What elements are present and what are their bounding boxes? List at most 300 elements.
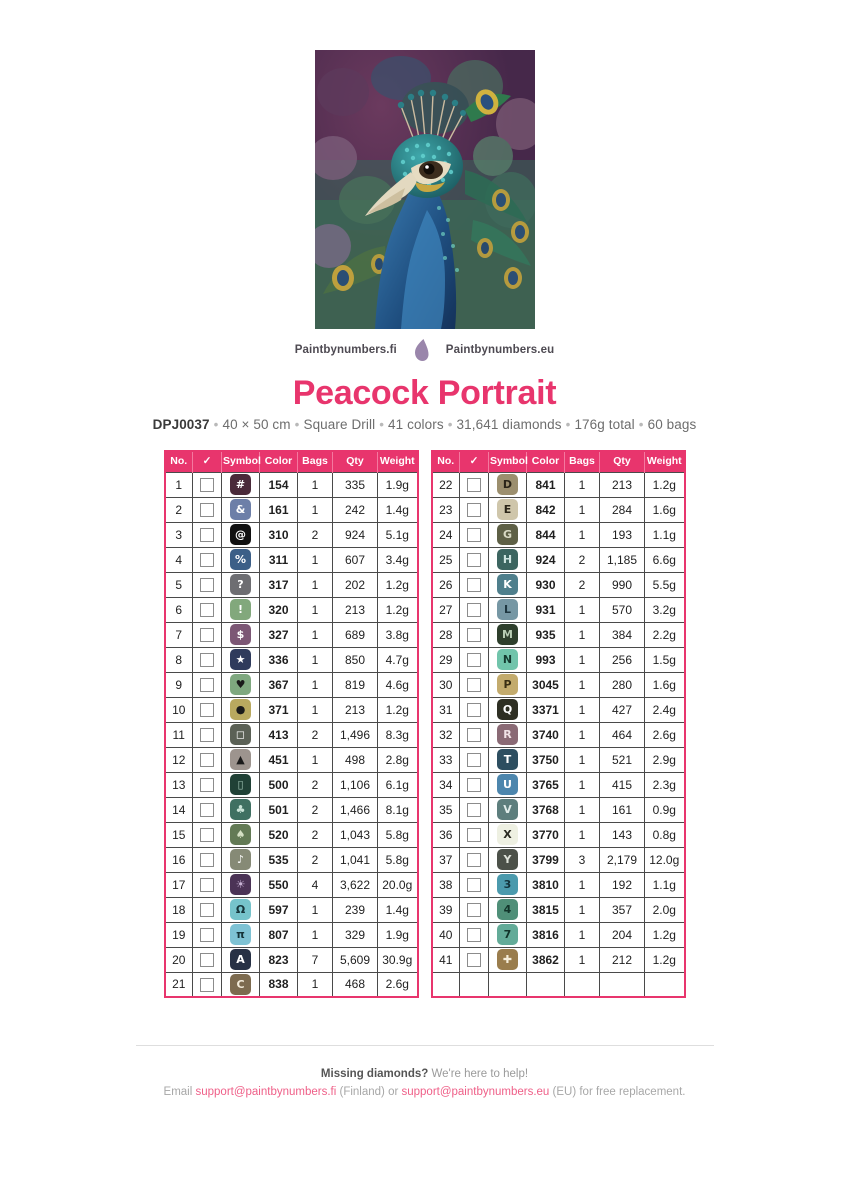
cell-bags: 2 (298, 847, 333, 872)
color-swatch-icon: 4 (497, 899, 518, 920)
cell-bags: 1 (565, 872, 600, 897)
cell-checkbox[interactable] (460, 722, 489, 747)
cell-qty: 3,622 (333, 872, 378, 897)
color-swatch-icon: ✚ (497, 949, 518, 970)
table-row (432, 872, 685, 897)
table-row (165, 547, 418, 572)
cell-symbol (222, 797, 260, 822)
row-checkbox[interactable] (200, 603, 214, 617)
cell-bags: 1 (565, 497, 600, 522)
cell-checkbox[interactable] (460, 697, 489, 722)
cell-qty: 1,043 (333, 822, 378, 847)
cell-color: 842 (527, 497, 565, 522)
cell-qty: 193 (600, 522, 645, 547)
table-row (165, 472, 418, 497)
row-checkbox[interactable] (467, 928, 481, 942)
row-checkbox[interactable] (200, 478, 214, 492)
support-email-fi-link[interactable]: support@paintbynumbers.fi (195, 1086, 337, 1098)
color-swatch-icon: C (230, 974, 251, 995)
row-checkbox[interactable] (467, 828, 481, 842)
cell-bags: 1 (298, 747, 333, 772)
cell-color: 3862 (527, 947, 565, 972)
row-checkbox[interactable] (467, 903, 481, 917)
cell-checkbox[interactable] (460, 822, 489, 847)
cell-color: 336 (260, 647, 298, 672)
cell-symbol (222, 872, 260, 897)
cell-checkbox[interactable] (193, 822, 222, 847)
cell-checkbox[interactable] (460, 672, 489, 697)
footer (0, 1068, 849, 1098)
cell-weight: 2.8g (378, 747, 418, 772)
cell-symbol (489, 772, 527, 797)
cell-symbol (222, 947, 260, 972)
cell-symbol (489, 522, 527, 547)
cell-weight: 1.2g (645, 922, 685, 947)
cell-bags: 1 (565, 597, 600, 622)
row-checkbox[interactable] (200, 878, 214, 892)
cell-weight: 2.3g (645, 772, 685, 797)
cell-qty: 498 (333, 747, 378, 772)
cell-no: 23 (432, 497, 460, 522)
cell-color: 3740 (527, 722, 565, 747)
row-checkbox[interactable] (467, 953, 481, 967)
cell-empty (600, 972, 645, 997)
row-checkbox[interactable] (200, 628, 214, 642)
cell-checkbox[interactable] (460, 772, 489, 797)
color-swatch-icon: ☀ (230, 874, 251, 895)
color-swatch-icon: N (497, 649, 518, 670)
cell-symbol (489, 847, 527, 872)
column-header-symbol: Symbol (222, 451, 260, 472)
cell-checkbox[interactable] (193, 972, 222, 997)
paint-drop-icon (413, 338, 430, 362)
table-row (432, 597, 685, 622)
cell-no: 31 (432, 697, 460, 722)
cell-no: 40 (432, 922, 460, 947)
cell-qty: 143 (600, 822, 645, 847)
color-swatch-icon: D (497, 474, 518, 495)
cell-no: 11 (165, 722, 193, 747)
row-checkbox[interactable] (200, 928, 214, 942)
cell-bags: 1 (298, 572, 333, 597)
color-swatch-icon: # (230, 474, 251, 495)
cell-color: 3765 (527, 772, 565, 797)
cell-weight: 0.9g (645, 797, 685, 822)
row-checkbox[interactable] (467, 678, 481, 692)
cell-no: 20 (165, 947, 193, 972)
cell-qty: 415 (600, 772, 645, 797)
cell-checkbox[interactable] (460, 547, 489, 572)
table-row (165, 597, 418, 622)
cell-bags: 2 (298, 772, 333, 797)
row-checkbox[interactable] (467, 728, 481, 742)
cell-bags: 1 (565, 772, 600, 797)
table-row (165, 722, 418, 747)
color-swatch-icon: ♥ (230, 674, 251, 695)
row-checkbox[interactable] (467, 703, 481, 717)
table-row (165, 572, 418, 597)
cell-color: 823 (260, 947, 298, 972)
table-row (432, 722, 685, 747)
cell-color: 320 (260, 597, 298, 622)
cell-symbol (222, 472, 260, 497)
column-header-qty: Qty (600, 451, 645, 472)
table-row (432, 472, 685, 497)
table-row (432, 747, 685, 772)
cell-checkbox[interactable] (460, 872, 489, 897)
cell-checkbox[interactable] (193, 772, 222, 797)
cell-bags: 1 (565, 797, 600, 822)
cell-weight: 5.1g (378, 522, 418, 547)
cell-symbol (222, 497, 260, 522)
footer-headline (0, 1068, 849, 1080)
cell-weight: 20.0g (378, 872, 418, 897)
color-swatch-icon: π (230, 924, 251, 945)
table-row (165, 522, 418, 547)
sku-label: DPJ0037 (152, 417, 210, 432)
cell-bags: 1 (565, 522, 600, 547)
cell-qty: 1,106 (333, 772, 378, 797)
cell-bags: 1 (565, 747, 600, 772)
cell-weight: 1.2g (378, 697, 418, 722)
cell-weight: 2.0g (645, 897, 685, 922)
cell-bags: 1 (565, 472, 600, 497)
cell-no: 36 (432, 822, 460, 847)
row-checkbox[interactable] (200, 753, 214, 767)
row-checkbox[interactable] (200, 803, 214, 817)
table-row (165, 772, 418, 797)
footer-headline-rest: We're here to help! (428, 1068, 529, 1080)
row-checkbox[interactable] (467, 603, 481, 617)
cell-no: 7 (165, 622, 193, 647)
row-checkbox[interactable] (200, 853, 214, 867)
cell-checkbox[interactable] (193, 847, 222, 872)
separator-dot: • (638, 417, 644, 432)
cell-qty: 335 (333, 472, 378, 497)
cell-bags: 1 (298, 497, 333, 522)
cell-checkbox[interactable] (460, 922, 489, 947)
cell-checkbox[interactable] (193, 797, 222, 822)
table-row (432, 847, 685, 872)
cell-color: 931 (527, 597, 565, 622)
cell-checkbox[interactable] (460, 897, 489, 922)
cell-bags: 1 (298, 897, 333, 922)
row-checkbox[interactable] (200, 703, 214, 717)
cell-bags: 2 (565, 572, 600, 597)
cell-checkbox[interactable] (460, 747, 489, 772)
table-header-row (165, 451, 418, 472)
cell-qty: 1,496 (333, 722, 378, 747)
row-checkbox[interactable] (467, 628, 481, 642)
row-checkbox[interactable] (467, 853, 481, 867)
cell-bags: 1 (298, 547, 333, 572)
cell-weight: 2.6g (378, 972, 418, 997)
cell-checkbox[interactable] (193, 897, 222, 922)
cell-checkbox[interactable] (193, 622, 222, 647)
color-swatch-icon: ▯ (230, 774, 251, 795)
row-checkbox[interactable] (200, 653, 214, 667)
bags-label: 60 bags (647, 417, 697, 432)
cell-color: 3815 (527, 897, 565, 922)
cell-qty: 384 (600, 622, 645, 647)
cell-symbol (489, 797, 527, 822)
row-checkbox[interactable] (200, 578, 214, 592)
cell-color: 841 (527, 472, 565, 497)
cell-color: 500 (260, 772, 298, 797)
cell-qty: 570 (600, 597, 645, 622)
cell-symbol (222, 697, 260, 722)
cell-symbol (222, 972, 260, 997)
cell-color: 3768 (527, 797, 565, 822)
cell-checkbox[interactable] (460, 597, 489, 622)
cell-symbol (222, 522, 260, 547)
cell-weight: 6.6g (645, 547, 685, 572)
row-checkbox[interactable] (467, 878, 481, 892)
cell-qty: 607 (333, 547, 378, 572)
table-row (165, 497, 418, 522)
row-checkbox[interactable] (200, 903, 214, 917)
cell-checkbox[interactable] (193, 547, 222, 572)
row-checkbox[interactable] (200, 953, 214, 967)
row-checkbox[interactable] (467, 653, 481, 667)
row-checkbox[interactable] (200, 528, 214, 542)
cell-checkbox[interactable] (460, 847, 489, 872)
cell-checkbox[interactable] (193, 522, 222, 547)
cell-checkbox[interactable] (460, 472, 489, 497)
cell-color: 993 (527, 647, 565, 672)
separator-dot: • (294, 417, 300, 432)
color-swatch-icon: R (497, 724, 518, 745)
row-checkbox[interactable] (467, 578, 481, 592)
table-row (432, 897, 685, 922)
cell-checkbox[interactable] (193, 747, 222, 772)
cell-checkbox[interactable] (460, 647, 489, 672)
cell-symbol (489, 822, 527, 847)
cell-symbol (489, 747, 527, 772)
cell-weight: 5.5g (645, 572, 685, 597)
brand-site-fi: Paintbynumbers.fi (294, 344, 397, 356)
cell-weight: 8.3g (378, 722, 418, 747)
table-row (165, 622, 418, 647)
cell-qty: 329 (333, 922, 378, 947)
cell-symbol (222, 597, 260, 622)
color-swatch-icon: V (497, 799, 518, 820)
color-swatch-icon: & (230, 499, 251, 520)
cell-weight: 1.6g (645, 497, 685, 522)
cell-weight: 1.9g (378, 922, 418, 947)
cell-qty: 990 (600, 572, 645, 597)
cell-no: 19 (165, 922, 193, 947)
cell-no: 10 (165, 697, 193, 722)
row-checkbox[interactable] (200, 978, 214, 992)
cell-symbol (222, 672, 260, 697)
row-checkbox[interactable] (467, 553, 481, 567)
cell-weight: 8.1g (378, 797, 418, 822)
cell-symbol (222, 572, 260, 597)
cell-bags: 7 (298, 947, 333, 972)
color-swatch-icon: ♠ (230, 824, 251, 845)
color-swatch-icon: 7 (497, 924, 518, 945)
cell-checkbox[interactable] (193, 697, 222, 722)
cell-no: 29 (432, 647, 460, 672)
color-swatch-icon: ? (230, 574, 251, 595)
cell-qty: 464 (600, 722, 645, 747)
row-checkbox[interactable] (200, 553, 214, 567)
cell-checkbox[interactable] (460, 797, 489, 822)
cell-empty (565, 972, 600, 997)
table-row (165, 672, 418, 697)
cell-symbol (222, 847, 260, 872)
color-swatch-icon: A (230, 949, 251, 970)
cell-no: 12 (165, 747, 193, 772)
cell-qty: 192 (600, 872, 645, 897)
cell-weight: 4.7g (378, 647, 418, 672)
cell-symbol (489, 872, 527, 897)
table-row (432, 697, 685, 722)
cell-bags: 2 (298, 722, 333, 747)
cell-color: 327 (260, 622, 298, 647)
cell-checkbox[interactable] (193, 947, 222, 972)
cell-qty: 850 (333, 647, 378, 672)
cell-color: 3750 (527, 747, 565, 772)
cell-qty: 256 (600, 647, 645, 672)
cell-weight: 1.2g (645, 472, 685, 497)
cell-bags: 1 (565, 822, 600, 847)
cell-color: 413 (260, 722, 298, 747)
cell-color: 597 (260, 897, 298, 922)
color-swatch-icon: % (230, 549, 251, 570)
cell-bags: 1 (298, 472, 333, 497)
footer-headline-strong: Missing diamonds? (320, 1068, 429, 1080)
cell-bags: 1 (565, 672, 600, 697)
table-header-row (432, 451, 685, 472)
footer-email-mid: (Finland) or (336, 1086, 402, 1098)
color-swatch-icon: Q (497, 699, 518, 720)
drill-label: Square Drill (303, 417, 376, 432)
cell-weight: 1.9g (378, 472, 418, 497)
table-row (432, 497, 685, 522)
cell-no: 13 (165, 772, 193, 797)
cell-weight: 3.8g (378, 622, 418, 647)
row-checkbox[interactable] (467, 803, 481, 817)
cell-no: 3 (165, 522, 193, 547)
cell-qty: 161 (600, 797, 645, 822)
cell-empty (460, 972, 489, 997)
cell-checkbox[interactable] (193, 472, 222, 497)
row-checkbox[interactable] (467, 503, 481, 517)
cell-checkbox[interactable] (193, 572, 222, 597)
cell-qty: 1,466 (333, 797, 378, 822)
cell-qty: 239 (333, 897, 378, 922)
table-row (432, 622, 685, 647)
column-header-symbol: Symbol (489, 451, 527, 472)
cell-color: 844 (527, 522, 565, 547)
cell-weight: 3.4g (378, 547, 418, 572)
cell-checkbox[interactable] (193, 722, 222, 747)
cell-checkbox[interactable] (193, 672, 222, 697)
cell-color: 501 (260, 797, 298, 822)
cell-color: 3770 (527, 822, 565, 847)
cell-bags: 2 (298, 522, 333, 547)
cell-checkbox[interactable] (460, 622, 489, 647)
support-email-eu-link[interactable]: support@paintbynumbers.eu (401, 1086, 550, 1098)
cell-symbol (489, 622, 527, 647)
cell-symbol (489, 722, 527, 747)
separator-dot: • (213, 417, 219, 432)
table-row (432, 647, 685, 672)
color-swatch-icon: ★ (230, 649, 251, 670)
row-checkbox[interactable] (200, 728, 214, 742)
cell-checkbox[interactable] (193, 497, 222, 522)
cell-no: 33 (432, 747, 460, 772)
cell-color: 838 (260, 972, 298, 997)
row-checkbox[interactable] (467, 753, 481, 767)
cell-qty: 689 (333, 622, 378, 647)
row-checkbox[interactable] (467, 478, 481, 492)
cell-checkbox[interactable] (460, 522, 489, 547)
row-checkbox[interactable] (467, 778, 481, 792)
row-checkbox[interactable] (467, 528, 481, 542)
cell-checkbox[interactable] (460, 572, 489, 597)
column-header-bags: Bags (565, 451, 600, 472)
legend-table-right (431, 450, 686, 998)
cell-qty: 213 (333, 697, 378, 722)
cell-bags: 1 (298, 697, 333, 722)
color-swatch-icon: U (497, 774, 518, 795)
artwork-container (0, 50, 849, 329)
page-title: Peacock Portrait (292, 374, 557, 412)
cell-checkbox[interactable] (193, 597, 222, 622)
cell-no: 21 (165, 972, 193, 997)
cell-checkbox[interactable] (193, 647, 222, 672)
cell-weight: 1.6g (645, 672, 685, 697)
colors-label: 41 colors (388, 417, 444, 432)
cell-no: 37 (432, 847, 460, 872)
cell-no: 27 (432, 597, 460, 622)
cell-symbol (489, 697, 527, 722)
cell-qty: 819 (333, 672, 378, 697)
row-checkbox[interactable] (200, 503, 214, 517)
cell-empty (645, 972, 685, 997)
cell-no: 41 (432, 947, 460, 972)
cell-qty: 357 (600, 897, 645, 922)
row-checkbox[interactable] (200, 778, 214, 792)
separator-dot: • (565, 417, 571, 432)
cell-bags: 1 (298, 672, 333, 697)
cell-bags: 1 (565, 897, 600, 922)
row-checkbox[interactable] (200, 678, 214, 692)
legend-tables (0, 450, 849, 998)
row-checkbox[interactable] (200, 828, 214, 842)
cell-checkbox[interactable] (460, 497, 489, 522)
cell-symbol (489, 672, 527, 697)
cell-empty (489, 972, 527, 997)
cell-bags: 2 (565, 547, 600, 572)
cell-weight: 12.0g (645, 847, 685, 872)
cell-symbol (222, 822, 260, 847)
cell-symbol (489, 472, 527, 497)
cell-weight: 1.5g (645, 647, 685, 672)
cell-color: 371 (260, 697, 298, 722)
peacock-artwork (315, 50, 535, 329)
color-swatch-icon: K (497, 574, 518, 595)
cell-checkbox[interactable] (460, 947, 489, 972)
column-header-no: No. (165, 451, 193, 472)
cell-no: 8 (165, 647, 193, 672)
cell-checkbox[interactable] (193, 872, 222, 897)
cell-checkbox[interactable] (193, 922, 222, 947)
separator-dot: • (379, 417, 385, 432)
